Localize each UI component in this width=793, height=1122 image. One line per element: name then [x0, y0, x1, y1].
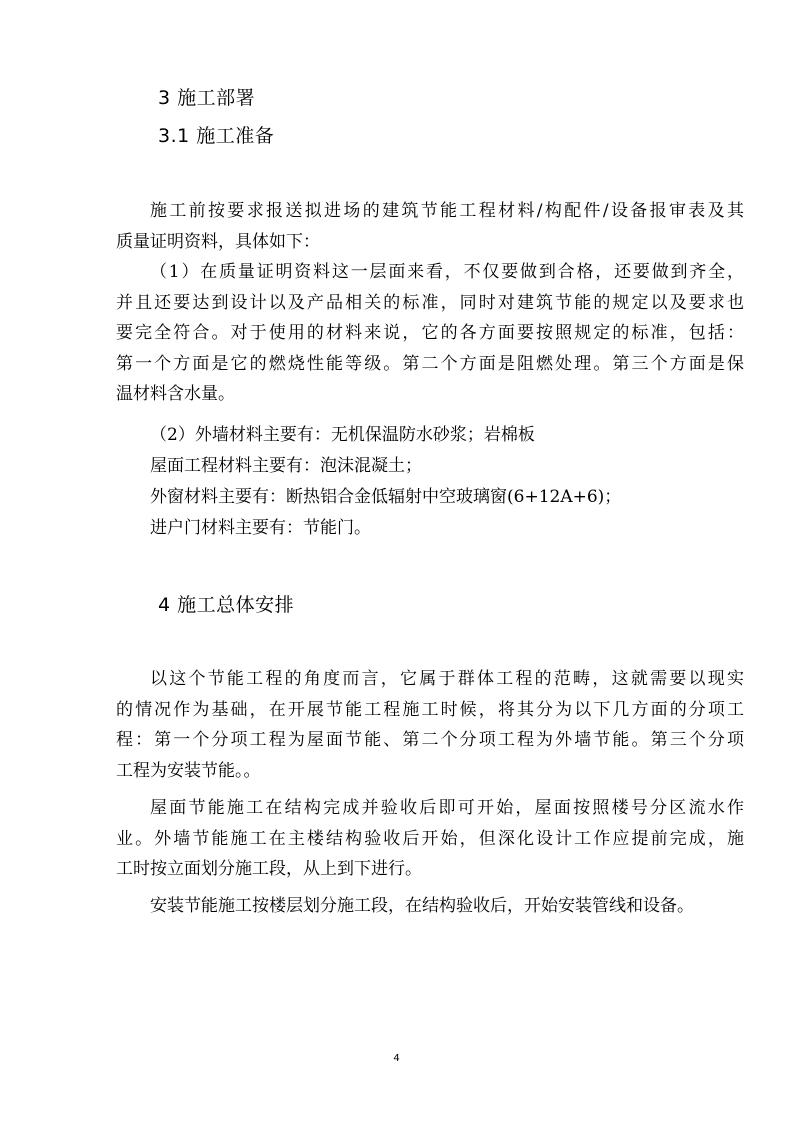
text-line: （1）在质量证明资料这一层面来看，不仅要做到合格，还要做到齐全， — [150, 262, 744, 282]
section-heading-4: 4 施工总体安排 — [158, 594, 295, 616]
paragraph-roof-materials — [116, 451, 744, 482]
text-line: 以这个节能工程的角度而言，它属于群体工程的范畴，这就需要以现实 — [150, 669, 744, 689]
text-line: （2）外墙材料主要有：无机保温防水砂浆；岩棉板 — [150, 425, 535, 445]
text-line: 安装节能施工按楼层划分施工段，在结构验收后，开始安装管线和设备。 — [150, 896, 694, 916]
paragraph-wall-materials — [116, 420, 744, 451]
text-line: 业。外墙节能施工在主楼结构验收后开始，但深化设计工作应提前完成，施 — [116, 828, 744, 849]
text-line: 要完全符合。对于使用的材料来说，它的各方面要按照规定的标准，包括： — [116, 323, 744, 343]
paragraph-installation-construction — [116, 891, 744, 922]
paragraph-quality-requirements — [116, 257, 744, 410]
text-line: 温材料含水量。 — [116, 384, 235, 404]
text-line: 外窗材料主要有：断热铝合金低辐射中空玻璃窗(6+12A+6)； — [150, 487, 622, 507]
text-line: 屋面工程材料主要有：泡沫混凝土； — [150, 456, 422, 476]
text-line: 并且还要达到设计以及产品相关的标准，同时对建筑节能的规定以及要求也 — [116, 292, 744, 313]
text-line: 施工前按要求报送拟进场的建筑节能工程材料/构配件/设备报审表及其 — [150, 201, 744, 221]
text-line: 第一个方面是它的燃烧性能等级。第二个方面是阻燃处理。第三个方面是保 — [116, 353, 744, 374]
text-line: 质量证明资料，具体如下： — [116, 231, 320, 252]
section-heading-3: 3 施工部署 — [158, 87, 256, 109]
text-line: 的情况作为基础，在开展节能工程施工时候，将其分为以下几方面的分项工 — [116, 699, 744, 720]
text-line: 程：第一个分项工程为屋面节能、第二个分项工程为外墙节能。第三个分项 — [116, 730, 744, 750]
text-line: 工程为安装节能。。 — [116, 760, 261, 781]
paragraph-materials-intro — [116, 196, 744, 257]
section-heading-3-1: 3.1 施工准备 — [158, 125, 275, 147]
text-line: 屋面节能施工在结构完成并验收后即可开始，屋面按照楼号分区流水作 — [150, 798, 744, 818]
page-number: 4 — [393, 1053, 400, 1064]
paragraph-door-materials — [116, 513, 744, 544]
paragraph-project-scope — [116, 664, 744, 786]
paragraph-roof-wall-construction — [116, 793, 744, 885]
text-line: 工时按立面划分施工段，从上到下进行。 — [116, 859, 422, 879]
paragraph-window-materials — [116, 482, 744, 513]
text-line: 进户门材料主要有：节能门。 — [150, 518, 371, 538]
